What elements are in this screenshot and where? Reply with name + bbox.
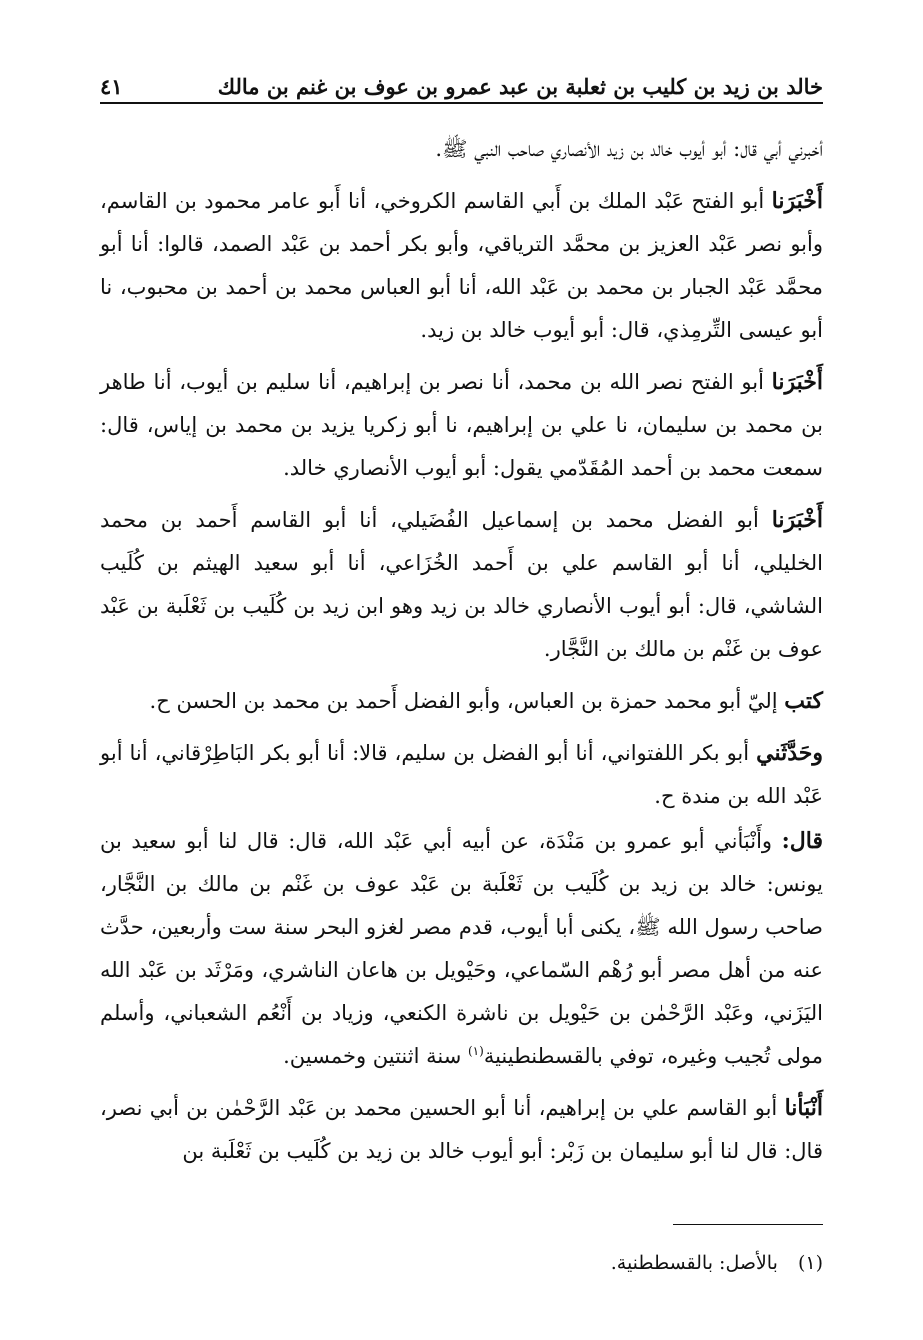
paragraph-lead-word: قال:	[781, 828, 823, 854]
paragraph-lead-word: أَخْبَرَنا	[771, 507, 824, 533]
paragraph-5	[100, 680, 823, 723]
paragraph-text: أخبرني أبي قال: أبو أيوب خالد بن زيد الأنصاري صاحب النبي ﷺ.	[435, 137, 823, 161]
paragraph-3	[100, 361, 823, 490]
paragraph-2	[100, 180, 823, 352]
paragraph-lead-word: كتب	[784, 688, 823, 714]
paragraph-1	[100, 128, 823, 171]
paragraph-text: وأَنْبَأني أبو عمرو بن مَنْدَة، عن أبيه أبي عَبْد الله، قال: قال لنا أبو سعيد بن يونس: خالد بن زيد بن كُلَيب بن ثَعْلَبة بن عَبْد عوف بن غَنْم بن مالك بن النَّجَّار، صاحب رسول الله ﷺ، يكنى أبا أيوب، قدم مصر لغزو البحر سنة ست وأربعين، حدَّث عنه من أهل مصر أبو رُهْم السّماعي، وحَيْويل بن هاعان الناشري، ومَرْثَد بن عَبْد الله اليَزَني، وعَبْد الرَّحْمٰن بن حَيْويل بن ناشرة الكنعي، وزياد بن أَنْعُم الشعباني، وأسلم مولى تُجيب وغيره، توفي بالقسطنطينية	[100, 829, 823, 1068]
footnote-text: بالأصل: بالقسططنية.	[610, 1252, 778, 1274]
paragraph-text: أبو بكر اللفتواني، أنا أبو الفضل بن سليم، قالا: أنا أبو بكر البَاطِرْقاني، أنا أبو عَبْد الله بن مندة ح.	[100, 741, 823, 808]
paragraph-text: أبو الفتح عَبْد الملك بن أَبي القاسم الكروخي، أنا أَبو عامر محمود بن القاسم، وأبو نصر عَبْد العزيز بن محمَّد الترياقي، وأبو بكر أحمد بن عَبْد الصمد، قالوا: أنا أبو محمَّد عَبْد الجبار بن محمد بن عَبْد الله، أنا أبو العباس محمد بن أحمد بن محبوب، نا أبو عيسى التِّرمِذي، قال: أبو أيوب خالد بن زيد.	[100, 189, 823, 342]
footnote-mark: (١)	[797, 1252, 823, 1274]
paragraph-text-tail: سنة اثنتين وخمسين.	[283, 1044, 468, 1068]
running-title: خالد بن زيد بن كليب بن ثعلبة بن عبد عمرو بن عوف بن غنم بن مالك	[217, 73, 823, 99]
paragraph-lead-word: أَنْبَأنا	[784, 1095, 823, 1121]
paragraph-lead-word: وحَدَّثَني	[756, 740, 823, 766]
paragraph-text: أبو القاسم علي بن إبراهيم، أنا أبو الحسين محمد بن عَبْد الرَّحْمٰن بن أبي نصر، قال: قال لنا أبو سليمان بن زَبْر: أبو أيوب خالد بن زيد بن كُلَيب بن ثَعْلَبة بن	[100, 1096, 823, 1163]
paragraph-8	[100, 1087, 823, 1173]
paragraph-text: أبو الفضل محمد بن إسماعيل الفُضَيلي، أنا أبو القاسم أَحمد بن محمد الخليلي، أنا أبو القاسم علي بن أَحمد الخُزَاعي، أنا أبو سعيد الهيثم بن كُلَيب الشاشي، قال: أبو أيوب الأنصاري خالد بن زيد وهو ابن زيد بن كُلَيب بن ثَعْلَبة بن عَبْد عوف بن غَنْم بن مالك بن النَّجَّار.	[100, 508, 823, 661]
paragraph-lead-word: أَخْبَرَنا	[771, 188, 823, 214]
paragraph-text: أبو الفتح نصر الله بن محمد، أنا نصر بن إبراهيم، أنا سليم بن أيوب، أنا طاهر بن محمد بن سليمان، نا علي بن إبراهيم، نا أبو زكريا يزيد بن محمد بن إياس، قال: سمعت محمد بن أحمد المُقَدّمي يقول: أبو أيوب الأنصاري خالد.	[100, 370, 823, 480]
paragraph-4	[100, 499, 823, 671]
main-text	[100, 128, 823, 1182]
footnote	[611, 1248, 823, 1278]
paragraph-6	[100, 732, 823, 818]
footnote-reference: (١)	[467, 1044, 484, 1058]
running-header	[100, 62, 823, 104]
page-number: ٤١	[100, 73, 123, 99]
paragraph-text: إليّ أبو محمد حمزة بن العباس، وأبو الفضل أَحمد بن محمد بن الحسن ح.	[149, 689, 778, 713]
paragraph-7	[100, 820, 823, 1078]
footnote-divider	[673, 1224, 823, 1225]
paragraph-lead-word: أَخْبَرَنا	[771, 369, 823, 395]
